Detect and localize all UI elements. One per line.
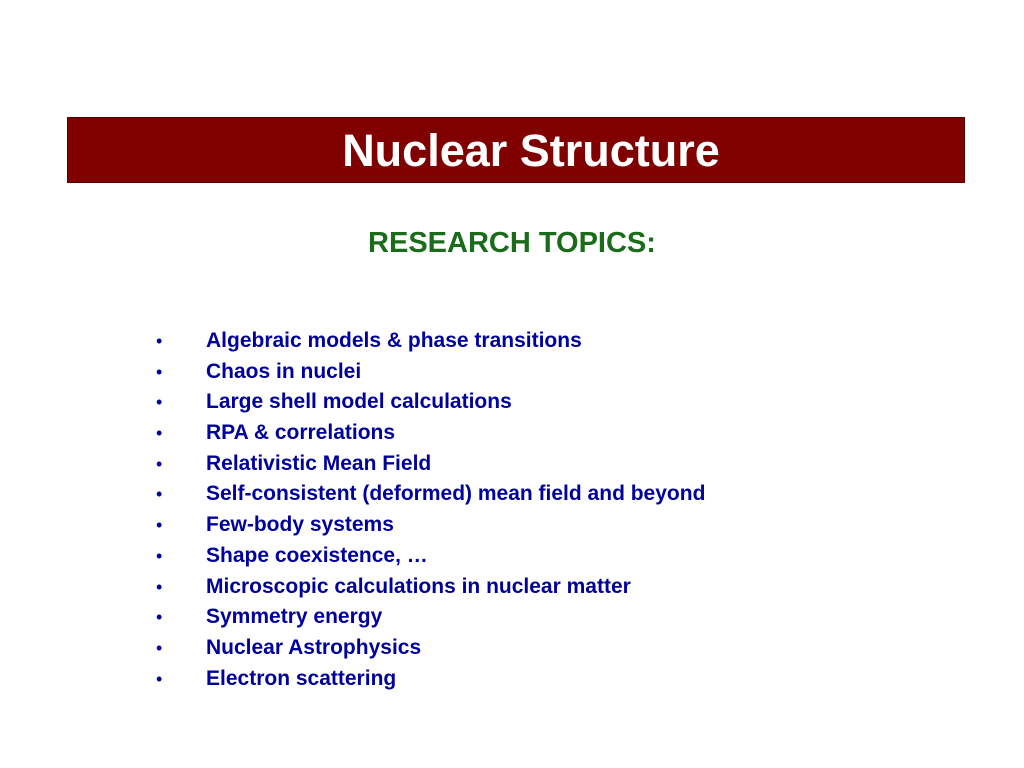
topic-text: Self-consistent (deformed) mean field and beyond <box>206 482 706 506</box>
slide-title: Nuclear Structure <box>342 124 720 176</box>
topic-item <box>152 357 705 388</box>
bullet-icon: • <box>156 361 163 382</box>
topic-list <box>152 326 705 694</box>
bullet-icon: • <box>156 331 163 351</box>
topic-item <box>152 449 705 480</box>
topic-item <box>152 510 705 541</box>
topic-text: Microscopic calculations in nuclear matter <box>206 574 631 598</box>
topic-item <box>152 326 705 357</box>
topic-item <box>152 387 705 418</box>
bullet-icon: • <box>156 484 163 505</box>
topic-item <box>152 633 705 664</box>
title-bar <box>68 118 964 182</box>
topic-text: Electron scattering <box>206 666 397 690</box>
topic-text: Algebraic models & phase transitions <box>206 329 582 352</box>
bullet-icon: • <box>156 515 163 536</box>
topic-item <box>152 572 705 603</box>
topic-text: Relativistic Mean Field <box>206 451 432 475</box>
bullet-icon: • <box>156 423 163 444</box>
topic-text: Few-body systems <box>206 513 394 537</box>
bullet-icon: • <box>156 576 163 597</box>
topic-item <box>152 602 705 633</box>
topic-item <box>152 418 705 449</box>
topic-text: Symmetry energy <box>206 605 383 629</box>
bullet-icon: • <box>156 545 163 566</box>
topic-text: Chaos in nuclei <box>206 359 362 383</box>
bullet-icon: • <box>156 607 163 628</box>
topic-text: Nuclear Astrophysics <box>206 635 422 659</box>
slide-subtitle: RESEARCH TOPICS: <box>368 227 656 259</box>
bullet-icon: • <box>156 637 163 658</box>
topic-item <box>152 479 705 510</box>
topic-item <box>152 541 705 572</box>
topic-text: RPA & correlations <box>206 421 396 445</box>
topic-text: Shape coexistence, … <box>206 543 428 567</box>
bullet-icon: • <box>156 453 163 474</box>
topic-item <box>152 664 705 695</box>
bullet-icon: • <box>156 668 163 689</box>
bullet-icon: • <box>156 392 163 413</box>
topic-text: Large shell model calculations <box>206 390 512 414</box>
